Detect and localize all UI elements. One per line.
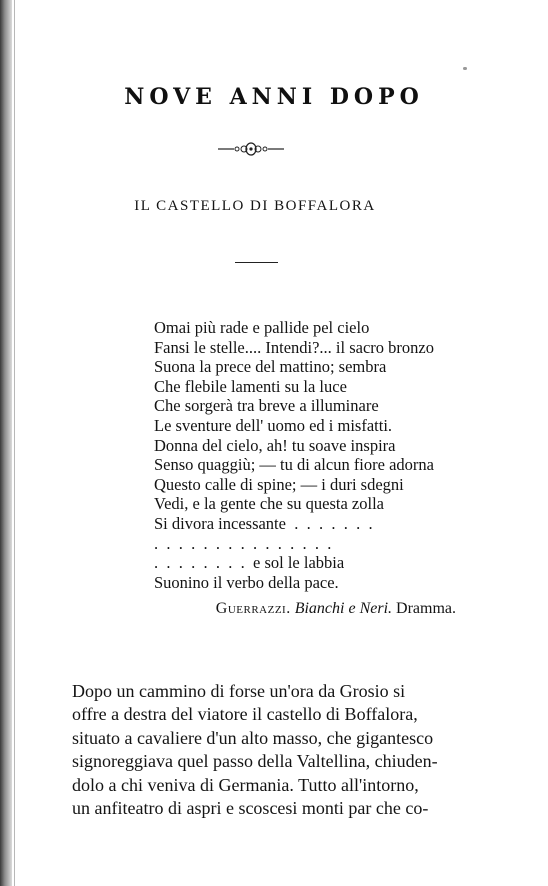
body-line: Dopo un cammino di forse un'ora da Grosio si <box>72 681 406 701</box>
short-rule-divider <box>235 262 278 263</box>
page-speck <box>463 67 467 70</box>
body-line: signoreggiava quel passo della Valtellina, chiuden- <box>72 751 438 772</box>
body-line: dolo a chi veniva di Germania. Tutto all'intorno, <box>72 774 419 795</box>
body-line: situato a cavaliere d'un alto masso, che gigantesco <box>72 727 434 748</box>
poem-line: Questo calle di spine; — i duri sdegni <box>154 474 404 494</box>
attribution-work: Bianchi e Neri. <box>294 600 393 617</box>
poem-line: Omai più rade e pallide pel cielo <box>154 318 370 337</box>
epigraph-attribution <box>0 600 456 618</box>
poem-line: Vedi, e la gente che su questa zolla <box>154 494 384 514</box>
epigraph-poem <box>154 318 484 592</box>
attribution-author: Guerrazzi. <box>215 600 291 617</box>
poem-line: Si divora incessante . . . . . . . <box>154 513 373 533</box>
body-line: un anfiteatro di aspri e scoscesi monti par che co- <box>72 797 429 818</box>
section-subtitle: IL CASTELLO DI BOFFALORA <box>134 198 376 214</box>
poem-line: Senso quaggiù; — tu di alcun fiore adorna <box>154 455 434 475</box>
book-spine-edge <box>0 0 12 886</box>
chapter-title: NOVE ANNI DOPO <box>124 84 424 110</box>
body-line: offre a destra del viatore il castello di Boffalora, <box>72 704 418 725</box>
poem-line: Suonino il verbo della pace. <box>154 572 339 592</box>
poem-line: Le sventure dell' uomo ed i misfatti. <box>154 415 393 435</box>
poem-line: Che sorgerà tra breve a illuminare <box>154 396 379 416</box>
attribution-genre: Dramma. <box>396 600 456 617</box>
poem-line: . . . . . . . . e sol le labbia <box>154 553 345 573</box>
poem-line: Fansi le stelle.... Intendi?... il sacro bronzo <box>154 337 434 357</box>
poem-line: Donna del cielo, ah! tu soave inspira <box>154 435 396 455</box>
ornament-divider-icon <box>216 137 286 161</box>
poem-line: Suona la prece del mattino; sembra <box>154 357 387 377</box>
body-text <box>72 680 472 820</box>
page-gutter-line <box>14 0 15 886</box>
poem-line: Che flebile lamenti su la luce <box>154 376 347 396</box>
poem-line: . . . . . . . . . . . . . . . <box>154 533 332 553</box>
